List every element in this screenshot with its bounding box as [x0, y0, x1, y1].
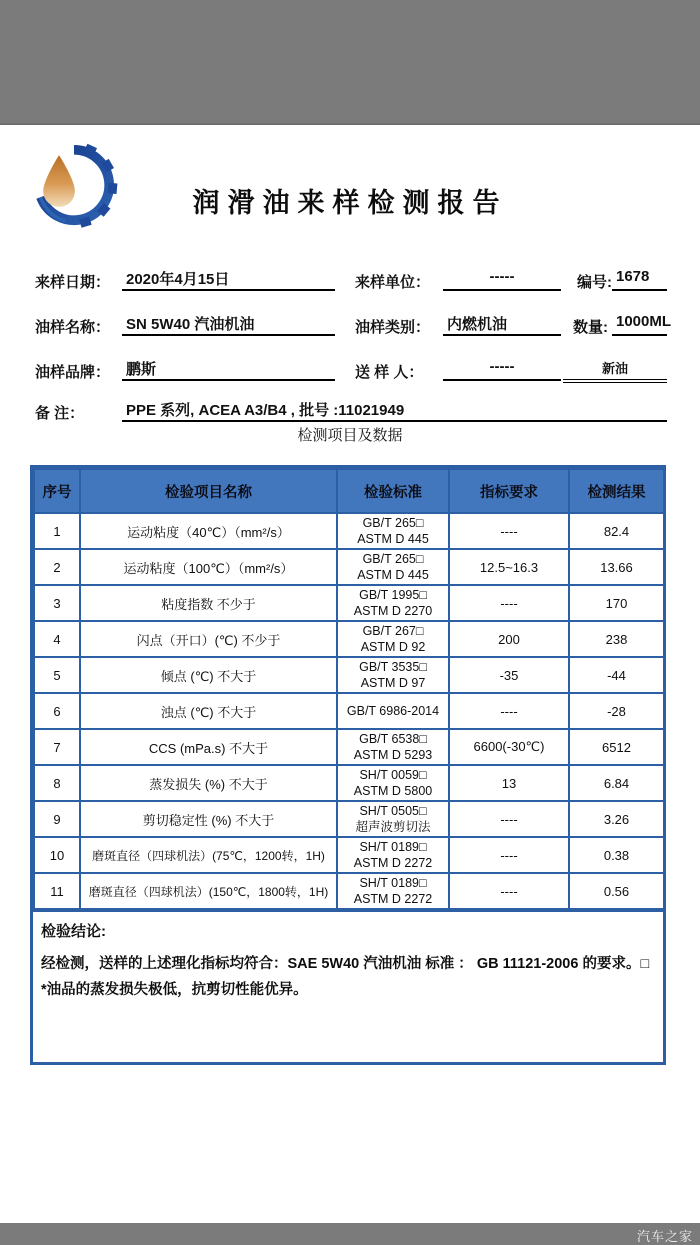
table-row: [34, 693, 664, 729]
standard-line-1: GB/T 1995□: [359, 588, 427, 602]
standard-line-2: ASTM D 92: [360, 640, 426, 654]
test-data-table: [33, 468, 665, 910]
sender-label: 送 样 人：: [355, 364, 424, 381]
col-header-standard: 检验标准: [337, 469, 449, 513]
row-standard: [337, 765, 449, 801]
row-result: -44: [569, 657, 664, 693]
row-result: 3.26: [569, 801, 664, 837]
row-item-name: 蒸发损失 (%) 不大于: [80, 765, 337, 801]
col-header-result: 检测结果: [569, 469, 664, 513]
row-standard: [337, 729, 449, 765]
row-standard: [337, 873, 449, 909]
report-no-label: 编号:: [577, 274, 612, 291]
standard-line-1: GB/T 6986-2014: [346, 704, 440, 718]
row-result: 82.4: [569, 513, 664, 549]
row-no: 5: [34, 657, 80, 693]
row-result: 6.84: [569, 765, 664, 801]
sample-date-label: 来样日期：: [35, 274, 111, 291]
sender-value: -----: [443, 358, 561, 381]
row-standard: [337, 585, 449, 621]
table-row: [34, 873, 664, 909]
row-standard: [337, 693, 449, 729]
table-row: [34, 837, 664, 873]
standard-line-2: ASTM D 5293: [353, 748, 433, 762]
conclusion-title: 检验结论:: [41, 923, 106, 940]
standard-line-1: GB/T 265□: [362, 552, 424, 566]
row-standard: [337, 801, 449, 837]
row-no: 4: [34, 621, 80, 657]
conclusion-line-1: 经检测，送样的上述理化指标均符合：SAE 5W40 汽油机油 标准 ： GB 11121-2006 的要求。□: [41, 956, 650, 972]
sample-unit-label: 来样单位：: [355, 274, 431, 291]
oil-category-value: 内燃机油: [443, 313, 561, 336]
row-result: 0.56: [569, 873, 664, 909]
row-standard: [337, 837, 449, 873]
form-row-brand: [0, 358, 700, 387]
col-header-requirement: 指标要求: [449, 469, 569, 513]
row-result: 170: [569, 585, 664, 621]
table-row: [34, 765, 664, 801]
row-item-name: 磨斑直径（四球机法）(150℃，1800转，1H): [80, 873, 337, 909]
row-result: -28: [569, 693, 664, 729]
oil-brand-value: 鹏斯: [122, 358, 335, 381]
page-title: 润滑油来样检测报告: [192, 188, 508, 219]
row-no: 11: [34, 873, 80, 909]
standard-line-1: GB/T 6538□: [359, 732, 427, 746]
standard-line-2: ASTM D 2270: [353, 604, 433, 618]
table-row: [34, 585, 664, 621]
report-page: [0, 123, 700, 1223]
standard-line-2: ASTM D 2272: [353, 856, 433, 870]
row-requirement: ----: [449, 837, 569, 873]
table-row: [34, 801, 664, 837]
oil-name-label: 油样名称：: [35, 319, 111, 336]
quantity-label: 数量:: [573, 319, 608, 336]
row-result: 0.38: [569, 837, 664, 873]
standard-line-1: SH/T 0059□: [359, 768, 427, 782]
quantity-value: 1000ML: [612, 313, 667, 336]
row-no: 8: [34, 765, 80, 801]
remarks-label: 备 注：: [35, 405, 85, 422]
row-item-name: 磨斑直径（四球机法）(75℃，1200转，1H): [80, 837, 337, 873]
standard-line-1: GB/T 267□: [362, 624, 424, 638]
conclusion-line-2: *油品的蒸发损失极低，抗剪切性能优异。: [41, 982, 308, 998]
row-no: 2: [34, 549, 80, 585]
row-item-name: 闪点（开口）(℃) 不少于: [80, 621, 337, 657]
standard-line-1: SH/T 0189□: [359, 876, 427, 890]
row-item-name: 倾点 (℃) 不大于: [80, 657, 337, 693]
col-header-item-name: 检验项目名称: [80, 469, 337, 513]
col-header-no: 序号: [34, 469, 80, 513]
oil-brand-label: 油样品牌：: [35, 364, 111, 381]
standard-line-2: ASTM D 5800: [353, 784, 433, 798]
standard-line-2: 超声波剪切法: [355, 820, 431, 834]
standard-line-2: ASTM D 97: [360, 676, 426, 690]
row-requirement: ----: [449, 873, 569, 909]
standard-line-2: ASTM D 445: [357, 532, 429, 546]
section-title: 检测项目及数据: [297, 427, 403, 444]
sample-date-value: 2020年4月15日: [122, 268, 335, 291]
sample-unit-value: -----: [443, 268, 561, 291]
row-requirement: 12.5~16.3: [449, 549, 569, 585]
row-no: 3: [34, 585, 80, 621]
form-row-oil-name: [0, 313, 700, 342]
row-standard: [337, 657, 449, 693]
row-standard: [337, 513, 449, 549]
row-requirement: ----: [449, 693, 569, 729]
row-result: 6512: [569, 729, 664, 765]
row-requirement: 200: [449, 621, 569, 657]
row-requirement: ----: [449, 801, 569, 837]
table-row: [34, 621, 664, 657]
row-item-name: 剪切稳定性 (%) 不大于: [80, 801, 337, 837]
row-standard: [337, 549, 449, 585]
row-no: 9: [34, 801, 80, 837]
standard-line-1: SH/T 0505□: [359, 804, 427, 818]
oil-state-value: 新油: [563, 358, 667, 383]
row-requirement: 6600(-30℃): [449, 729, 569, 765]
report-no-value: 1678: [612, 268, 667, 291]
row-no: 7: [34, 729, 80, 765]
oil-name-value: SN 5W40 汽油机油: [122, 313, 335, 336]
row-requirement: ----: [449, 585, 569, 621]
row-result: 13.66: [569, 549, 664, 585]
standard-line-2: ASTM D 2272: [353, 892, 433, 906]
row-item-name: CCS (mPa.s) 不大于: [80, 729, 337, 765]
row-item-name: 粘度指数 不少于: [80, 585, 337, 621]
standard-line-1: GB/T 3535□: [359, 660, 427, 674]
row-requirement: -35: [449, 657, 569, 693]
standard-line-1: SH/T 0189□: [359, 840, 427, 854]
table-row: [34, 729, 664, 765]
row-no: 6: [34, 693, 80, 729]
row-requirement: 13: [449, 765, 569, 801]
row-no: 10: [34, 837, 80, 873]
standard-line-1: GB/T 265□: [362, 516, 424, 530]
row-no: 1: [34, 513, 80, 549]
table-row: [34, 513, 664, 549]
test-data-frame: [30, 465, 666, 1065]
standard-line-2: ASTM D 445: [357, 568, 429, 582]
row-result: 238: [569, 621, 664, 657]
row-requirement: ----: [449, 513, 569, 549]
row-item-name: 运动粘度（40℃）（mm²/s）: [80, 513, 337, 549]
table-header-row: [34, 469, 664, 513]
autohome-watermark: 汽车之家: [636, 1229, 693, 1244]
conclusion-section: [33, 910, 663, 1062]
row-item-name: 浊点 (℃) 不大于: [80, 693, 337, 729]
row-standard: [337, 621, 449, 657]
table-row: [34, 549, 664, 585]
form-row-date: [0, 268, 700, 297]
remarks-value: PPE 系列, ACEA A3/B4 , 批号 :11021949: [122, 399, 667, 422]
oil-category-label: 油样类别：: [355, 319, 431, 336]
row-item-name: 运动粘度（100℃）（mm²/s）: [80, 549, 337, 585]
table-row: [34, 657, 664, 693]
bottom-bar: [0, 1223, 700, 1244]
